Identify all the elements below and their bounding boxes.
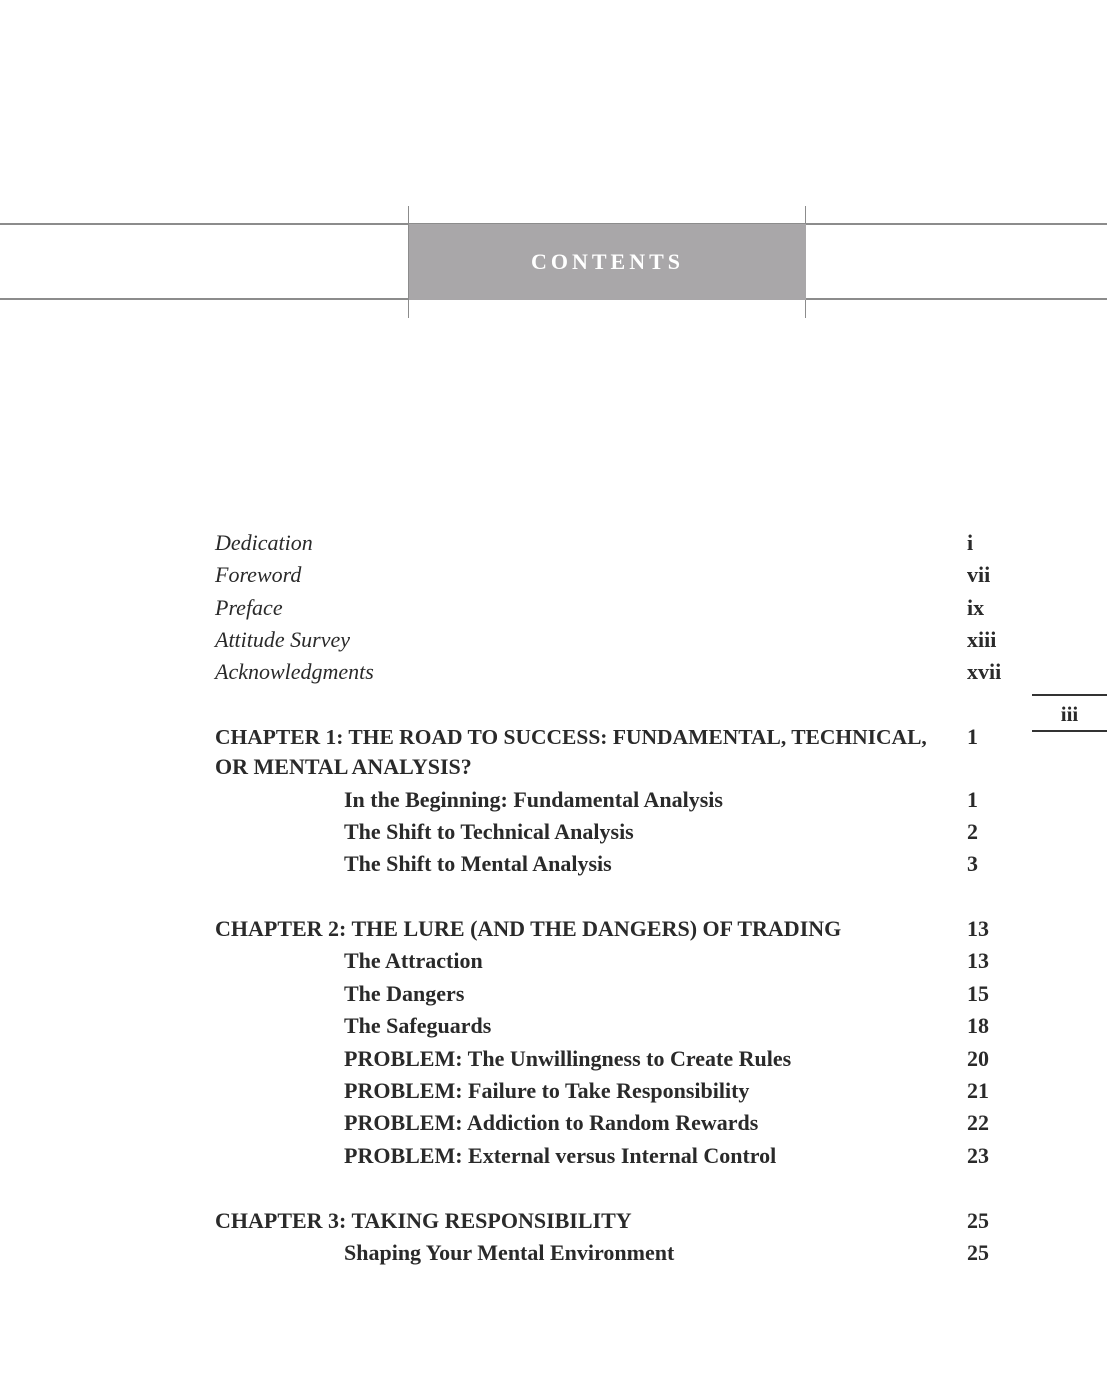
section-item: PROBLEM: Addiction to Random Rewards [344, 1110, 759, 1135]
section-item: The Shift to Technical Analysis [344, 819, 634, 844]
section-item: PROBLEM: Failure to Take Responsibility [344, 1078, 750, 1103]
toc-page-dedication: i [967, 530, 974, 555]
section-page: 15 [967, 981, 989, 1006]
page-number-rule-top [1032, 694, 1107, 696]
section-item: In the Beginning: Fundamental Analysis [344, 787, 723, 812]
toc-entry-dedication: Dedication [215, 530, 313, 555]
toc-entry-preface: Preface [215, 595, 283, 620]
contents-title-text: CONTENTS [530, 249, 685, 274]
toc-entry-attitude-survey: Attitude Survey [215, 627, 351, 652]
section-page: 1 [967, 787, 978, 812]
section-page: 25 [967, 1240, 989, 1265]
section-item: PROBLEM: External versus Internal Control [344, 1143, 777, 1168]
section-item: The Safeguards [344, 1013, 492, 1038]
contents-title [409, 224, 806, 300]
chapter-1-title-line2: OR MENTAL ANALYSIS? [215, 754, 472, 779]
chapter-1-page: 1 [967, 724, 978, 749]
toc-page-foreword: vii [967, 562, 991, 587]
toc-page-preface: ix [967, 595, 985, 620]
chapter-3-page: 25 [967, 1208, 989, 1233]
section-item: Shaping Your Mental Environment [344, 1240, 675, 1265]
chapter-2-page: 13 [967, 916, 989, 941]
section-page: 3 [967, 851, 978, 876]
section-item: PROBLEM: The Unwillingness to Create Rules [344, 1046, 792, 1071]
section-item: The Shift to Mental Analysis [344, 851, 612, 876]
page-number-rule-bottom [1032, 730, 1107, 732]
section-page: 20 [967, 1046, 989, 1071]
toc-entry-foreword: Foreword [215, 562, 302, 587]
section-page: 22 [967, 1110, 989, 1135]
chapter-1-title-line1: CHAPTER 1: THE ROAD TO SUCCESS: FUNDAMENTAL, TECHNICAL, [215, 725, 927, 749]
section-item: The Dangers [344, 981, 465, 1006]
toc-page-acknowledgments: xvii [967, 659, 1002, 684]
chapter-3-title: CHAPTER 3: TAKING RESPONSIBILITY [215, 1208, 632, 1233]
toc-page-attitude-survey: xiii [967, 627, 997, 652]
page-number: iii [1060, 702, 1079, 726]
section-item: The Attraction [344, 948, 483, 973]
toc-entry-acknowledgments: Acknowledgments [215, 659, 374, 684]
section-page: 13 [967, 948, 989, 973]
section-page: 2 [967, 819, 978, 844]
section-page: 18 [967, 1013, 989, 1038]
section-page: 23 [967, 1143, 989, 1168]
chapter-2-title: CHAPTER 2: THE LURE (AND THE DANGERS) OF TRADING [215, 916, 842, 941]
section-page: 21 [967, 1078, 989, 1103]
